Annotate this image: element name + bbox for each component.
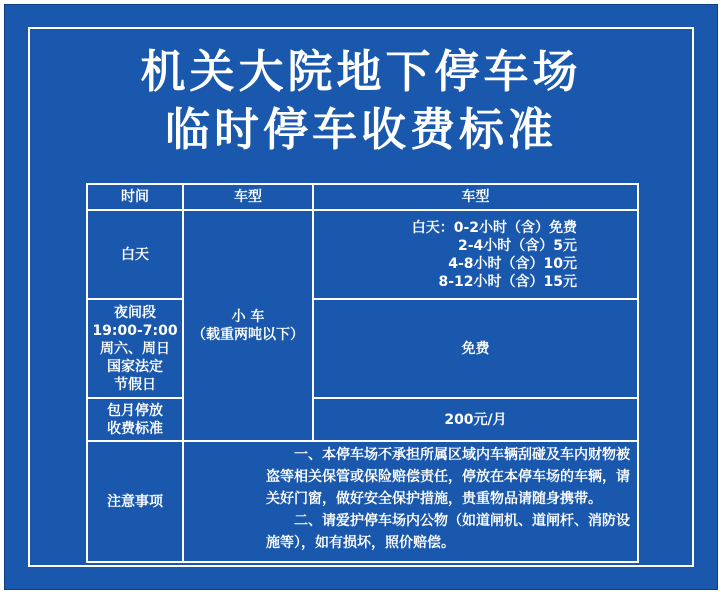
- night-fee: 免费: [461, 340, 490, 357]
- monthly-fee: 200元/月: [444, 411, 507, 428]
- sign-title-line2: 临时停车收费标准: [164, 103, 557, 156]
- day-rate-line: 白天：0-2小时（含）免费: [411, 219, 577, 236]
- header-time: 时间: [121, 189, 149, 205]
- header-vehicle-type-fee: 车型: [461, 189, 490, 205]
- notes-paragraph-2: 二、请爱护停车场内公物（如道闸机、道闸杆、消防设施等），如有损坏，照价赔偿。: [266, 513, 630, 551]
- night-label: 夜间段 19:00-7:00 周六、周日 国家法定 节假日: [92, 304, 178, 393]
- sign-title-line1: 机关大院地下停车场: [140, 45, 582, 98]
- day-rate-line: 8-12小时（含）15元: [438, 273, 577, 290]
- notes-paragraph-1: 一、本停车场不承担所属区域内车辆刮碰及车内财物被盗等相关保管或保险赔偿责任，停放在本停车场的车辆，请关好门窗，做好安全保护措施，贵重物品请随身携带。: [266, 447, 630, 507]
- table-border-bottom: [86, 561, 639, 563]
- notes-label: 注意事项: [107, 493, 163, 510]
- monthly-label: 包月停放 收费标准: [107, 402, 163, 437]
- day-rate-line: 2-4小时（含）5元: [457, 237, 577, 254]
- day-rate-line: 4-8小时（含）10元: [448, 255, 577, 272]
- vehicle-note: （载重两吨以下）: [192, 326, 304, 343]
- notes-content: [266, 444, 632, 554]
- vehicle-name: 小 车: [231, 308, 265, 325]
- day-label: 白天: [121, 246, 149, 263]
- vehicle-type-cell: [184, 211, 312, 440]
- table-border-right: [637, 183, 639, 563]
- parking-fee-sign: [4, 4, 718, 590]
- day-rates: [314, 211, 637, 298]
- header-vehicle-type: 车型: [234, 189, 262, 205]
- fee-table: [86, 183, 639, 563]
